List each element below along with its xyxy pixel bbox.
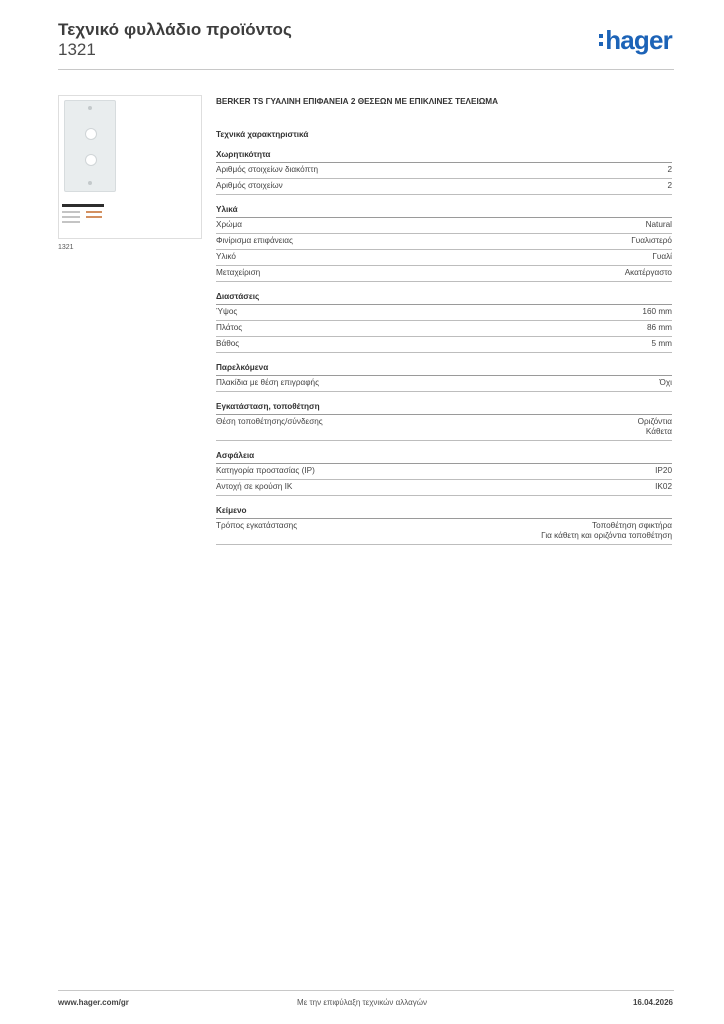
spec-group-title: Εγκατάσταση, τοποθέτηση	[216, 402, 672, 415]
footer-date: 16.04.2026	[632, 998, 673, 1007]
spec-row	[216, 305, 672, 321]
spec-row	[216, 234, 672, 250]
spec-value-line: 86 mm	[646, 323, 672, 332]
section-heading: Τεχνικά χαρακτηριστικά	[216, 130, 309, 139]
spec-label: Αντοχή σε κρούση IK	[216, 482, 293, 491]
spec-value-line: Ακατέργαστο	[624, 268, 672, 277]
spec-value-line: Οριζόντια	[637, 417, 672, 426]
page-header	[58, 20, 674, 70]
product-title: BERKER TS ΓΥΑΛΙΝΗ ΕΠΙΦΑΝΕΙΑ 2 ΘΕΣΕΩΝ ΜΕ ΕΠΙΚΛΙΝΕΣ ΤΕΛΕΙΩΜΑ	[216, 97, 499, 106]
spec-row	[216, 480, 672, 496]
document-title: Τεχνικό φυλλάδιο προϊόντος	[58, 20, 292, 39]
spec-value-line: Γυαλιστερό	[631, 236, 672, 245]
spec-value	[646, 220, 672, 230]
spec-value-line: 5 mm	[651, 339, 672, 348]
spec-label: Χρώμα	[216, 220, 242, 229]
spec-row	[216, 464, 672, 480]
hager-logo	[599, 25, 672, 55]
socket-hole-icon	[85, 128, 97, 140]
socket-hole-icon	[85, 154, 97, 166]
spec-value-line: 2	[667, 165, 672, 174]
footer-notice: Με την επιφύλαξη τεχνικών αλλαγών	[297, 998, 427, 1007]
logo-text: hager	[605, 25, 672, 55]
technical-drawing-icon	[62, 204, 106, 226]
spec-group	[216, 363, 672, 392]
spec-group-title: Παρελκόμενα	[216, 363, 672, 376]
spec-group-title: Διαστάσεις	[216, 292, 672, 305]
spec-group	[216, 150, 672, 195]
spec-row	[216, 415, 672, 441]
spec-value-line: Γυαλί	[652, 252, 672, 261]
screw-icon	[88, 181, 92, 185]
spec-value	[652, 252, 672, 262]
spec-group-title: Κείμενο	[216, 506, 672, 519]
spec-label: Κατηγορία προστασίας (IP)	[216, 466, 315, 475]
spec-value	[655, 466, 672, 476]
spec-value	[631, 236, 672, 246]
spec-label: Αριθμός στοιχείων	[216, 181, 283, 190]
spec-label: Βάθος	[216, 339, 240, 348]
product-details	[216, 96, 672, 545]
spec-value-line: Κάθετα	[645, 427, 672, 436]
logo-dots-icon	[599, 32, 603, 48]
spec-value	[541, 521, 672, 541]
spec-label: Υλικό	[216, 252, 236, 261]
spec-value-line: 160 mm	[642, 307, 672, 316]
spec-value-line: 2	[667, 181, 672, 190]
spec-value-line: Για κάθετη και οριζόντια τοποθέτηση	[541, 531, 672, 540]
spec-value	[647, 323, 672, 333]
spec-label: Πλάτος	[216, 323, 243, 332]
spec-value	[625, 268, 672, 278]
spec-value-line: Natural	[645, 220, 672, 229]
spec-group	[216, 451, 672, 496]
spec-value	[655, 482, 672, 492]
spec-value	[642, 307, 672, 317]
spec-label: Φινίρισμα επιφάνειας	[216, 236, 293, 245]
spec-group	[216, 205, 672, 282]
spec-value	[652, 339, 672, 349]
spec-value-line: Όχι	[659, 378, 672, 387]
spec-value-line: IP20	[655, 466, 672, 475]
spec-value	[667, 165, 672, 175]
spec-group	[216, 506, 672, 545]
spec-row	[216, 376, 672, 392]
spec-label: Θέση τοποθέτησης/σύνδεσης	[216, 417, 323, 426]
spec-label: Ύψος	[216, 307, 238, 316]
spec-groups	[216, 150, 672, 545]
spec-row	[216, 321, 672, 337]
spec-group	[216, 402, 672, 441]
image-caption: 1321	[58, 244, 74, 251]
spec-value-line: Τοποθέτηση σφικτήρα	[592, 521, 672, 530]
spec-group-title: Χωρητικότητα	[216, 150, 672, 163]
footer-divider	[58, 990, 674, 991]
spec-row	[216, 266, 672, 282]
spec-value-line: IK02	[655, 482, 672, 491]
screw-icon	[88, 106, 92, 110]
cover-plate-image	[64, 100, 116, 192]
spec-row	[216, 218, 672, 234]
spec-label: Αριθμός στοιχείων διακόπτη	[216, 165, 319, 174]
spec-group-title: Υλικά	[216, 205, 672, 218]
spec-row	[216, 250, 672, 266]
footer-website-link[interactable]: www.hager.com/gr	[58, 998, 129, 1007]
spec-row	[216, 337, 672, 353]
spec-row	[216, 163, 672, 179]
spec-value	[660, 378, 672, 388]
spec-label: Μεταχείριση	[216, 268, 261, 277]
spec-row	[216, 179, 672, 195]
spec-group	[216, 292, 672, 353]
spec-value	[667, 181, 672, 191]
spec-row	[216, 519, 672, 545]
document-number: 1321	[58, 40, 96, 59]
spec-group-title: Ασφάλεια	[216, 451, 672, 464]
spec-label: Τρόπος εγκατάστασης	[216, 521, 298, 530]
header-divider	[58, 69, 674, 70]
spec-label: Πλακίδια με θέση επιγραφής	[216, 378, 320, 387]
spec-value	[638, 417, 672, 437]
product-image	[58, 95, 202, 239]
